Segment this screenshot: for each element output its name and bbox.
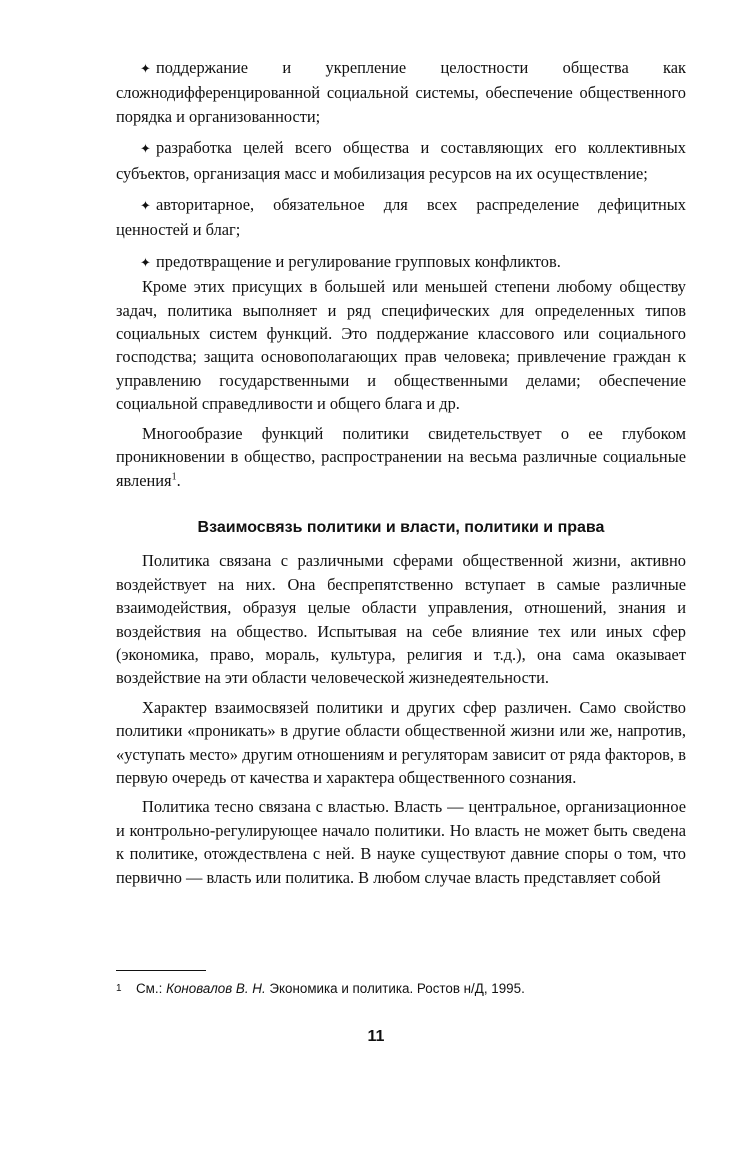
paragraph <box>116 422 686 492</box>
bullet-text: разработка целей всего общества и составляющих его коллективных субъектов, организация масс и мобилизация ресурсов на их осуществление; <box>116 138 686 183</box>
paragraph: Кроме этих присущих в большей или меньшей степени любому обществу задач, политика выполняет и ряд специфических для определенных типов социальных систем функций. Это поддержание классового или социального господства; защита основополагающих прав человека; привлечение граждан к управлению государственными и общественными делами; обеспечение социальной справедливости и общего блага и др. <box>116 277 686 414</box>
bullet-item <box>116 193 686 242</box>
bullet-item <box>116 136 686 185</box>
paragraph: Характер взаимосвязей политики и других сфер различен. Само свойство политики «проникать» в другие области общественной жизни или же, напротив, «уступать место» другим отношениям и регуляторам зависит от ряда факторов, в первую очередь от качества и характера общественного сознания. <box>116 697 686 787</box>
footnote <box>116 980 686 998</box>
diamond-bullet-icon: ✦ <box>140 142 151 158</box>
footnote-mark: 1 <box>116 983 122 994</box>
page-number: 11 <box>367 1028 385 1045</box>
diamond-bullet-icon: ✦ <box>140 255 151 271</box>
bullet-text: предотвращение и регулирование групповых конфликтов. <box>156 251 561 271</box>
paragraph: Политика связана с различными сферами общественной жизни, активно воздействует на них. Она беспрепятственно вступает в самые различные взаимодействия, образуя целые области управления, отношений, знания и воздействия на общество. Испытывая на себе влияние тех или иных сфер (экономика, право, мораль, культура, религия и т.д.), она сама оказывает воздействие на эти области человеческой жизнедеятельности. <box>116 551 686 688</box>
bullet-text: авторитарное, обязательное для всех распределение дефицитных ценностей и благ; <box>116 195 686 240</box>
section-heading: Взаимосвязь политики и власти, политики и права <box>197 518 605 536</box>
footnote-citation: Экономика и политика. Ростов н/Д, 1995. <box>269 981 525 996</box>
bullet-item <box>116 250 686 275</box>
diamond-bullet-icon: ✦ <box>140 199 151 215</box>
footnote-prefix: См.: <box>136 981 163 996</box>
footnote-reference[interactable]: 1 <box>171 471 177 483</box>
footnote-divider <box>116 970 206 971</box>
footnote-author: Коновалов В. Н. <box>166 981 266 996</box>
paragraph-end-punctuation: . <box>176 470 181 490</box>
page-body <box>116 56 686 889</box>
diamond-bullet-icon: ✦ <box>140 62 151 77</box>
paragraph-text: Многообразие функций политики свидетельствует о ее глубоком проникновении в общество, распространении на весьма различные социальные явления <box>116 423 686 490</box>
paragraph: Политика тесно связана с властью. Власть — центральное, организационное и контрольно-регулирующее начало политики. Но власть не может быть сведена к политике, отождествлена с ней. В науке существуют давние споры о том, что первично — власть или политика. В любом случае власть представляет собой <box>116 797 686 887</box>
bullet-item <box>116 56 686 128</box>
bullet-text: поддержание и укрепление целостности общества как сложнодифференцированной социальной системы, обеспечение общественного порядка и организованности; <box>116 58 686 126</box>
